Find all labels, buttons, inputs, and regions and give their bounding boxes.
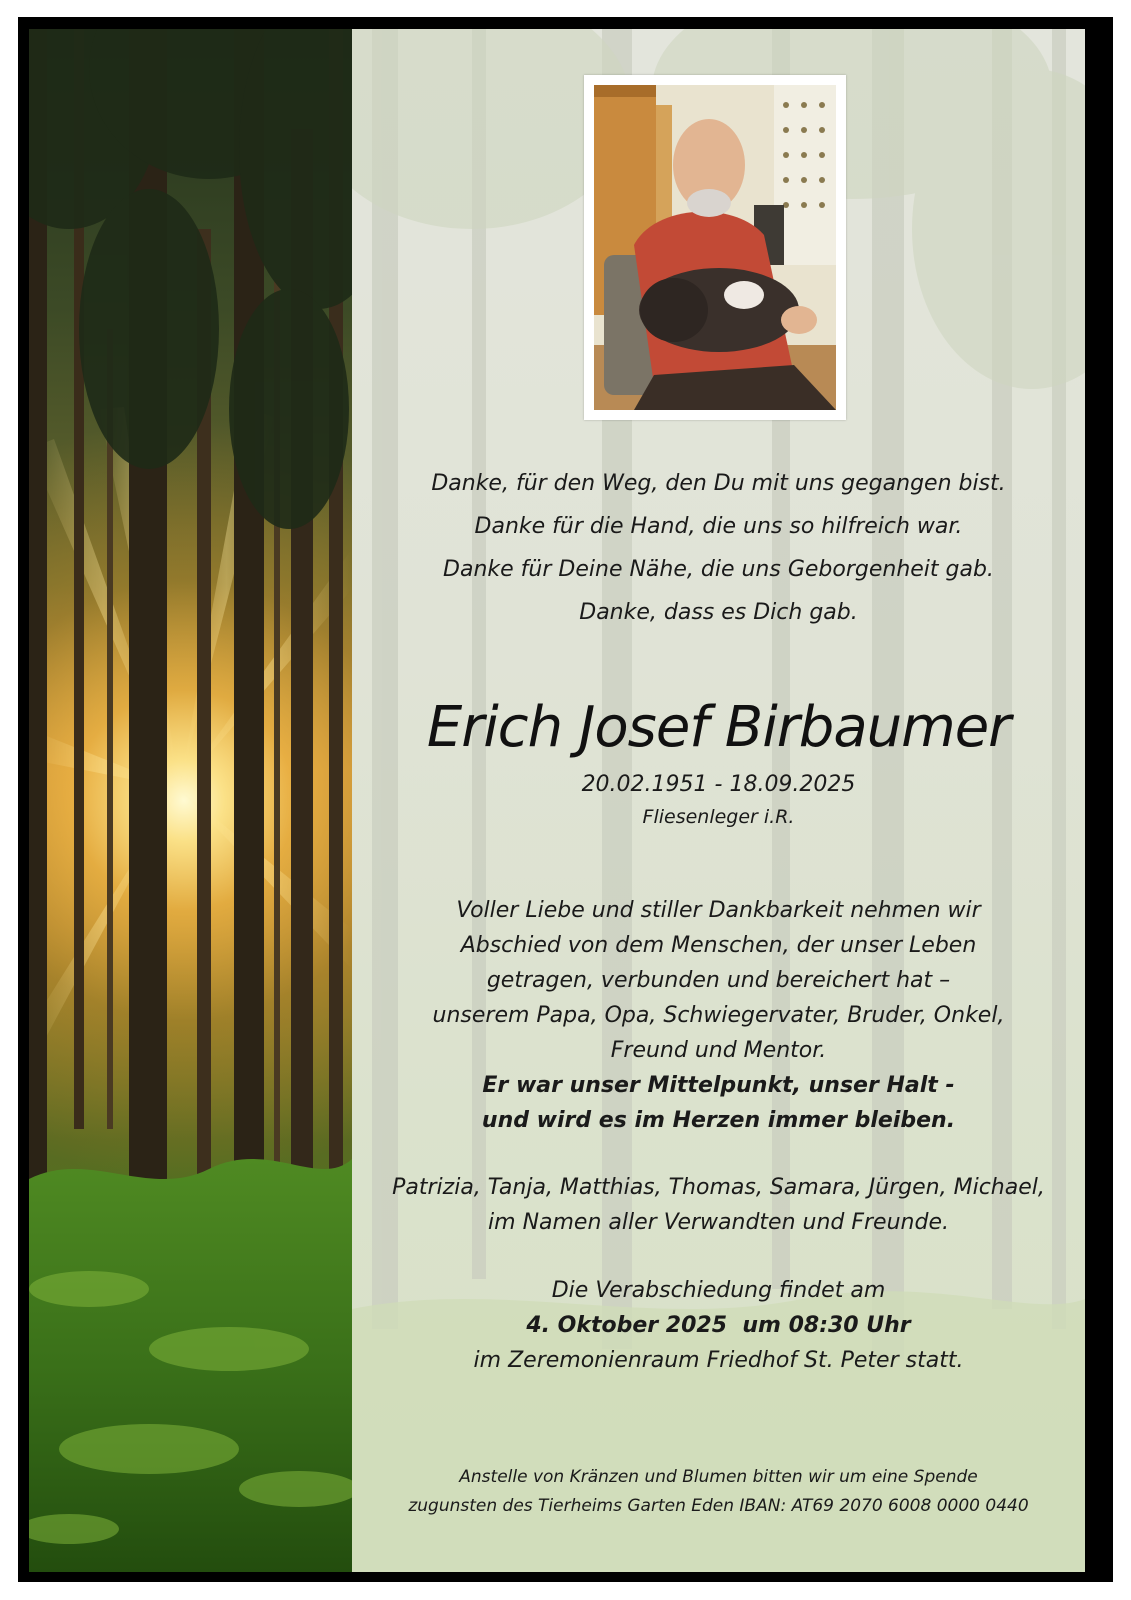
message-line: Abschied von dem Menschen, der unser Leben [460, 933, 977, 958]
message-bold-line: Er war unser Mittelpunkt, unser Halt - [482, 1073, 955, 1098]
donation-line: zugunsten des Tierheims Garten Eden IBAN: AT69 2070 6008 0000 0440 [408, 1496, 1029, 1516]
portrait-photo-frame [584, 75, 846, 420]
mourners-line: im Namen aller Verwandten und Freunde. [488, 1210, 949, 1235]
donation-note [352, 1463, 1085, 1521]
message-line: getragen, verbunden und bereichert hat – [486, 968, 951, 993]
poem [352, 462, 1085, 634]
message-line: Voller Liebe und stiller Dankbarkeit nehmen wir [456, 898, 981, 923]
portrait-illustration [594, 85, 836, 410]
donation-line: Anstelle von Kränzen und Blumen bitten wir um eine Spende [459, 1467, 978, 1487]
ceremony-location: im Zeremonienraum Friedhof St. Peter statt. [473, 1348, 964, 1373]
poem-line: Danke für die Hand, die uns so hilfreich war. [474, 514, 963, 539]
poem-line: Danke, dass es Dich gab. [579, 600, 858, 625]
deceased-name: Erich Josef Birbaumer [426, 695, 1011, 760]
message-line: Freund und Mentor. [610, 1038, 827, 1063]
farewell-message [352, 893, 1085, 1138]
message-line: unserem Papa, Opa, Schwiegervater, Bruder, Onkel, [432, 1003, 1005, 1028]
life-dates: 20.02.1951 - 18.09.2025 [581, 772, 856, 797]
mourners [352, 1170, 1085, 1240]
ceremony-info [352, 1273, 1085, 1378]
poem-line: Danke, für den Weg, den Du mit uns gegangen bist. [431, 471, 1006, 496]
message-bold-line: und wird es im Herzen immer bleiben. [481, 1108, 956, 1133]
occupation: Fliesenleger i.R. [642, 806, 795, 828]
portrait-photo [594, 85, 836, 410]
forest-illustration [29, 29, 352, 1572]
forest-sunlight-image [29, 29, 352, 1572]
poem-line: Danke für Deine Nähe, die uns Geborgenheit gab. [443, 557, 994, 582]
ceremony-intro: Die Verabschiedung findet am [551, 1278, 886, 1303]
mourners-line: Patrizia, Tanja, Matthias, Thomas, Samara, Jürgen, Michael, [392, 1175, 1045, 1200]
ceremony-datetime: 4. Oktober 2025 um 08:30 Uhr [526, 1313, 911, 1338]
